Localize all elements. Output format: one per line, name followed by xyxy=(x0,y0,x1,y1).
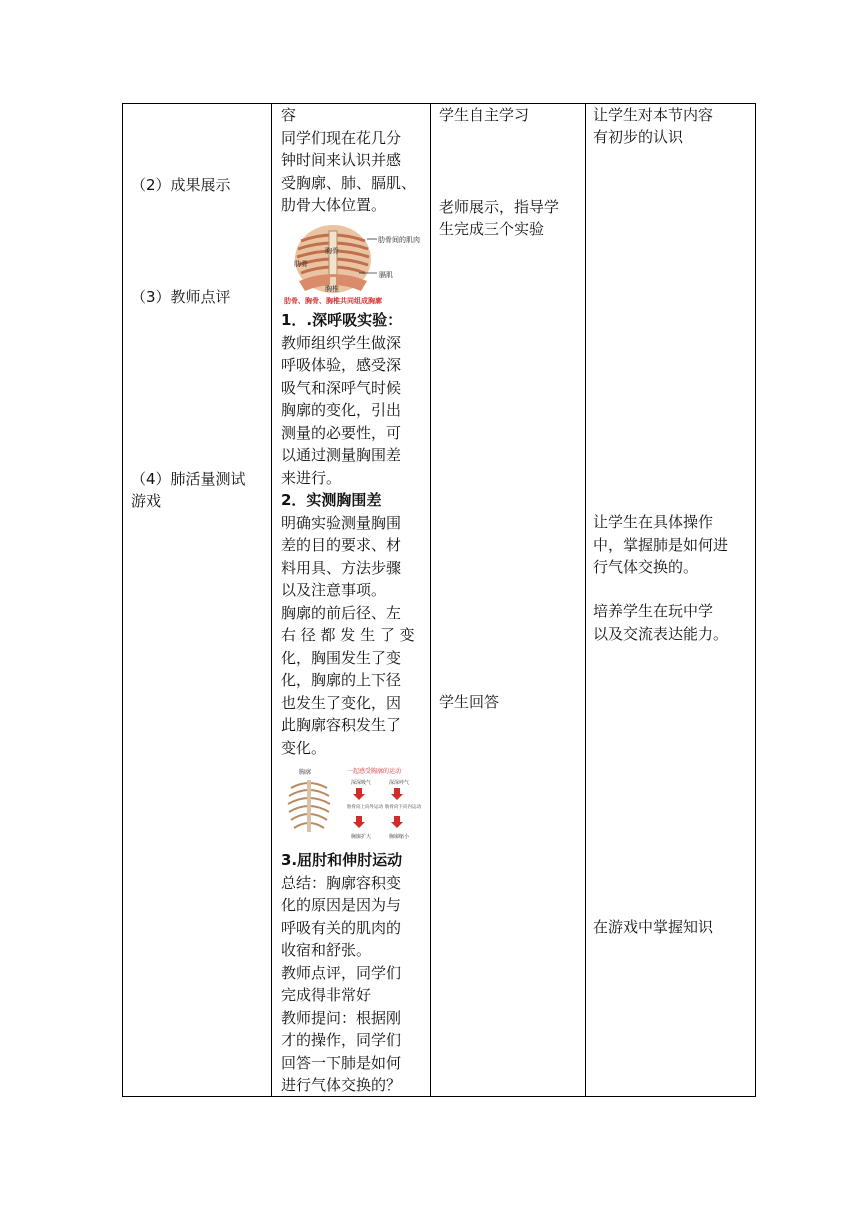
design-intent-4: 在游戏中掌握知识 xyxy=(593,918,714,936)
text-line: 收宿和舒张。 xyxy=(281,941,372,959)
column-divider xyxy=(430,104,431,1096)
figure-caption: 肋骨、胸骨、胸椎共同组成胸廓 xyxy=(284,297,382,305)
lesson-table xyxy=(122,103,756,1097)
label-ribs-up-out: 肋骨向上向外运动 xyxy=(347,805,383,810)
chest-movement-illustration xyxy=(281,764,423,848)
text-line: 胸廓的变化，引出 xyxy=(281,401,402,419)
text-line: 化的原因是因为与 xyxy=(281,896,402,914)
text-line: 同学们现在花几分 xyxy=(281,128,402,147)
student-activity-2-cont: 生完成三个实验 xyxy=(439,220,545,238)
stage-item-3: （3）教师点评 xyxy=(131,288,231,306)
text-line: 总结：胸廓容积变 xyxy=(281,873,402,892)
label-chest-expand: 胸廓扩大 xyxy=(351,834,372,840)
stage-item-4: （4）肺活量测试 xyxy=(131,470,246,488)
text-line: 完成得非常好 xyxy=(281,986,372,1004)
text-line: 明确实验测量胸围 xyxy=(281,513,402,532)
text-line: 右 径 都 发 生 了 变 xyxy=(281,626,415,644)
experiment-1 xyxy=(281,309,415,759)
text-line: 差的目的要求、材 xyxy=(281,536,402,554)
text-line: 吸气和深呼气时候 xyxy=(281,378,402,397)
text-line: 料用具、方法步骤 xyxy=(281,558,402,577)
stage-item-2: （2）成果展示 xyxy=(131,176,231,194)
column-divider xyxy=(585,104,586,1096)
text-line: 测量的必要性，可 xyxy=(281,423,402,442)
text-line: 此胸廓容积发生了 xyxy=(281,716,402,734)
text-line: 钟时间来认识并感 xyxy=(281,151,402,169)
text-line: 才的操作，同学们 xyxy=(281,1031,402,1049)
label-exhale: 深深呼气 xyxy=(389,780,410,786)
experiment-3 xyxy=(281,849,402,1097)
chest-movement-figure xyxy=(281,764,423,848)
student-activity-3: 学生回答 xyxy=(439,693,500,711)
stage-item-4-cont: 游戏 xyxy=(131,492,162,510)
label-intercostal: 肋骨间的肌肉 xyxy=(378,236,420,244)
text-line: 回答一下肺是如何 xyxy=(281,1053,402,1072)
label-chest: 胸廓 xyxy=(299,769,312,776)
text-line: 化，胸廓的上下径 xyxy=(281,671,402,689)
design-intent-3 xyxy=(593,600,728,645)
experiment-2-title: 2．实测胸围差 xyxy=(281,491,382,509)
design-intent-2 xyxy=(593,511,728,579)
text-line: 教师组织学生做深 xyxy=(281,333,402,352)
chest-anatomy-figure xyxy=(281,221,423,307)
label-diaphragm: 膈肌 xyxy=(379,271,393,279)
text-line: 行气体交换的。 xyxy=(593,558,699,576)
activity-intro xyxy=(281,104,416,217)
text-line: 受胸廓、肺、膈肌、 xyxy=(281,173,417,192)
figure-2-title: 一起感受胸廓的运动 xyxy=(347,768,402,775)
text-line: 变化。 xyxy=(281,738,327,757)
column-divider xyxy=(271,104,272,1096)
student-activity-2: 老师展示，指导学 xyxy=(439,198,560,216)
text-line: 以及注意事项。 xyxy=(281,581,387,599)
text-line: 以通过测量胸围差 xyxy=(281,446,402,464)
ribcage-illustration xyxy=(281,221,423,307)
text-line: 容 xyxy=(281,106,297,124)
label-spine: 胸椎 xyxy=(325,285,339,293)
text-line: 以及交流表达能力。 xyxy=(593,624,729,643)
text-line: 让学生在具体操作 xyxy=(593,513,714,531)
design-intent-1: 让学生对本节内容 xyxy=(593,106,714,124)
experiment-3-title: 3.屈肘和伸肘运动 xyxy=(281,851,403,869)
text-line: 也发生了变化，因 xyxy=(281,693,402,712)
text-line: 呼吸体验，感受深 xyxy=(281,356,402,374)
text-line: 胸廓的前后径、左 xyxy=(281,603,402,622)
label-inhale: 深深吸气 xyxy=(351,780,372,786)
text-line: 培养学生在玩中学 xyxy=(593,602,714,620)
text-line: 教师提问：根据刚 xyxy=(281,1008,402,1027)
label-sternum: 胸骨 xyxy=(325,247,339,255)
experiment-1-title: 1．.深呼吸实验： xyxy=(281,311,403,329)
label-rib: 肋骨 xyxy=(294,260,308,268)
text-line: 肋骨大体位置。 xyxy=(281,196,387,214)
text-line: 化，胸围发生了变 xyxy=(281,648,402,667)
text-line: 呼吸有关的肌肉的 xyxy=(281,918,402,937)
text-line: 进行气体交换的？ xyxy=(281,1076,402,1094)
label-chest-shrink: 胸廓缩小 xyxy=(389,834,410,840)
label-ribs-down-in: 肋骨向下向内运动 xyxy=(385,805,421,810)
student-activity-1: 学生自主学习 xyxy=(439,106,530,124)
text-line: 中，掌握肺是如何进 xyxy=(593,535,729,554)
design-intent-1-cont: 有初步的认识 xyxy=(593,128,684,146)
text-line: 教师点评，同学们 xyxy=(281,963,402,982)
text-line: 来进行。 xyxy=(281,468,342,487)
